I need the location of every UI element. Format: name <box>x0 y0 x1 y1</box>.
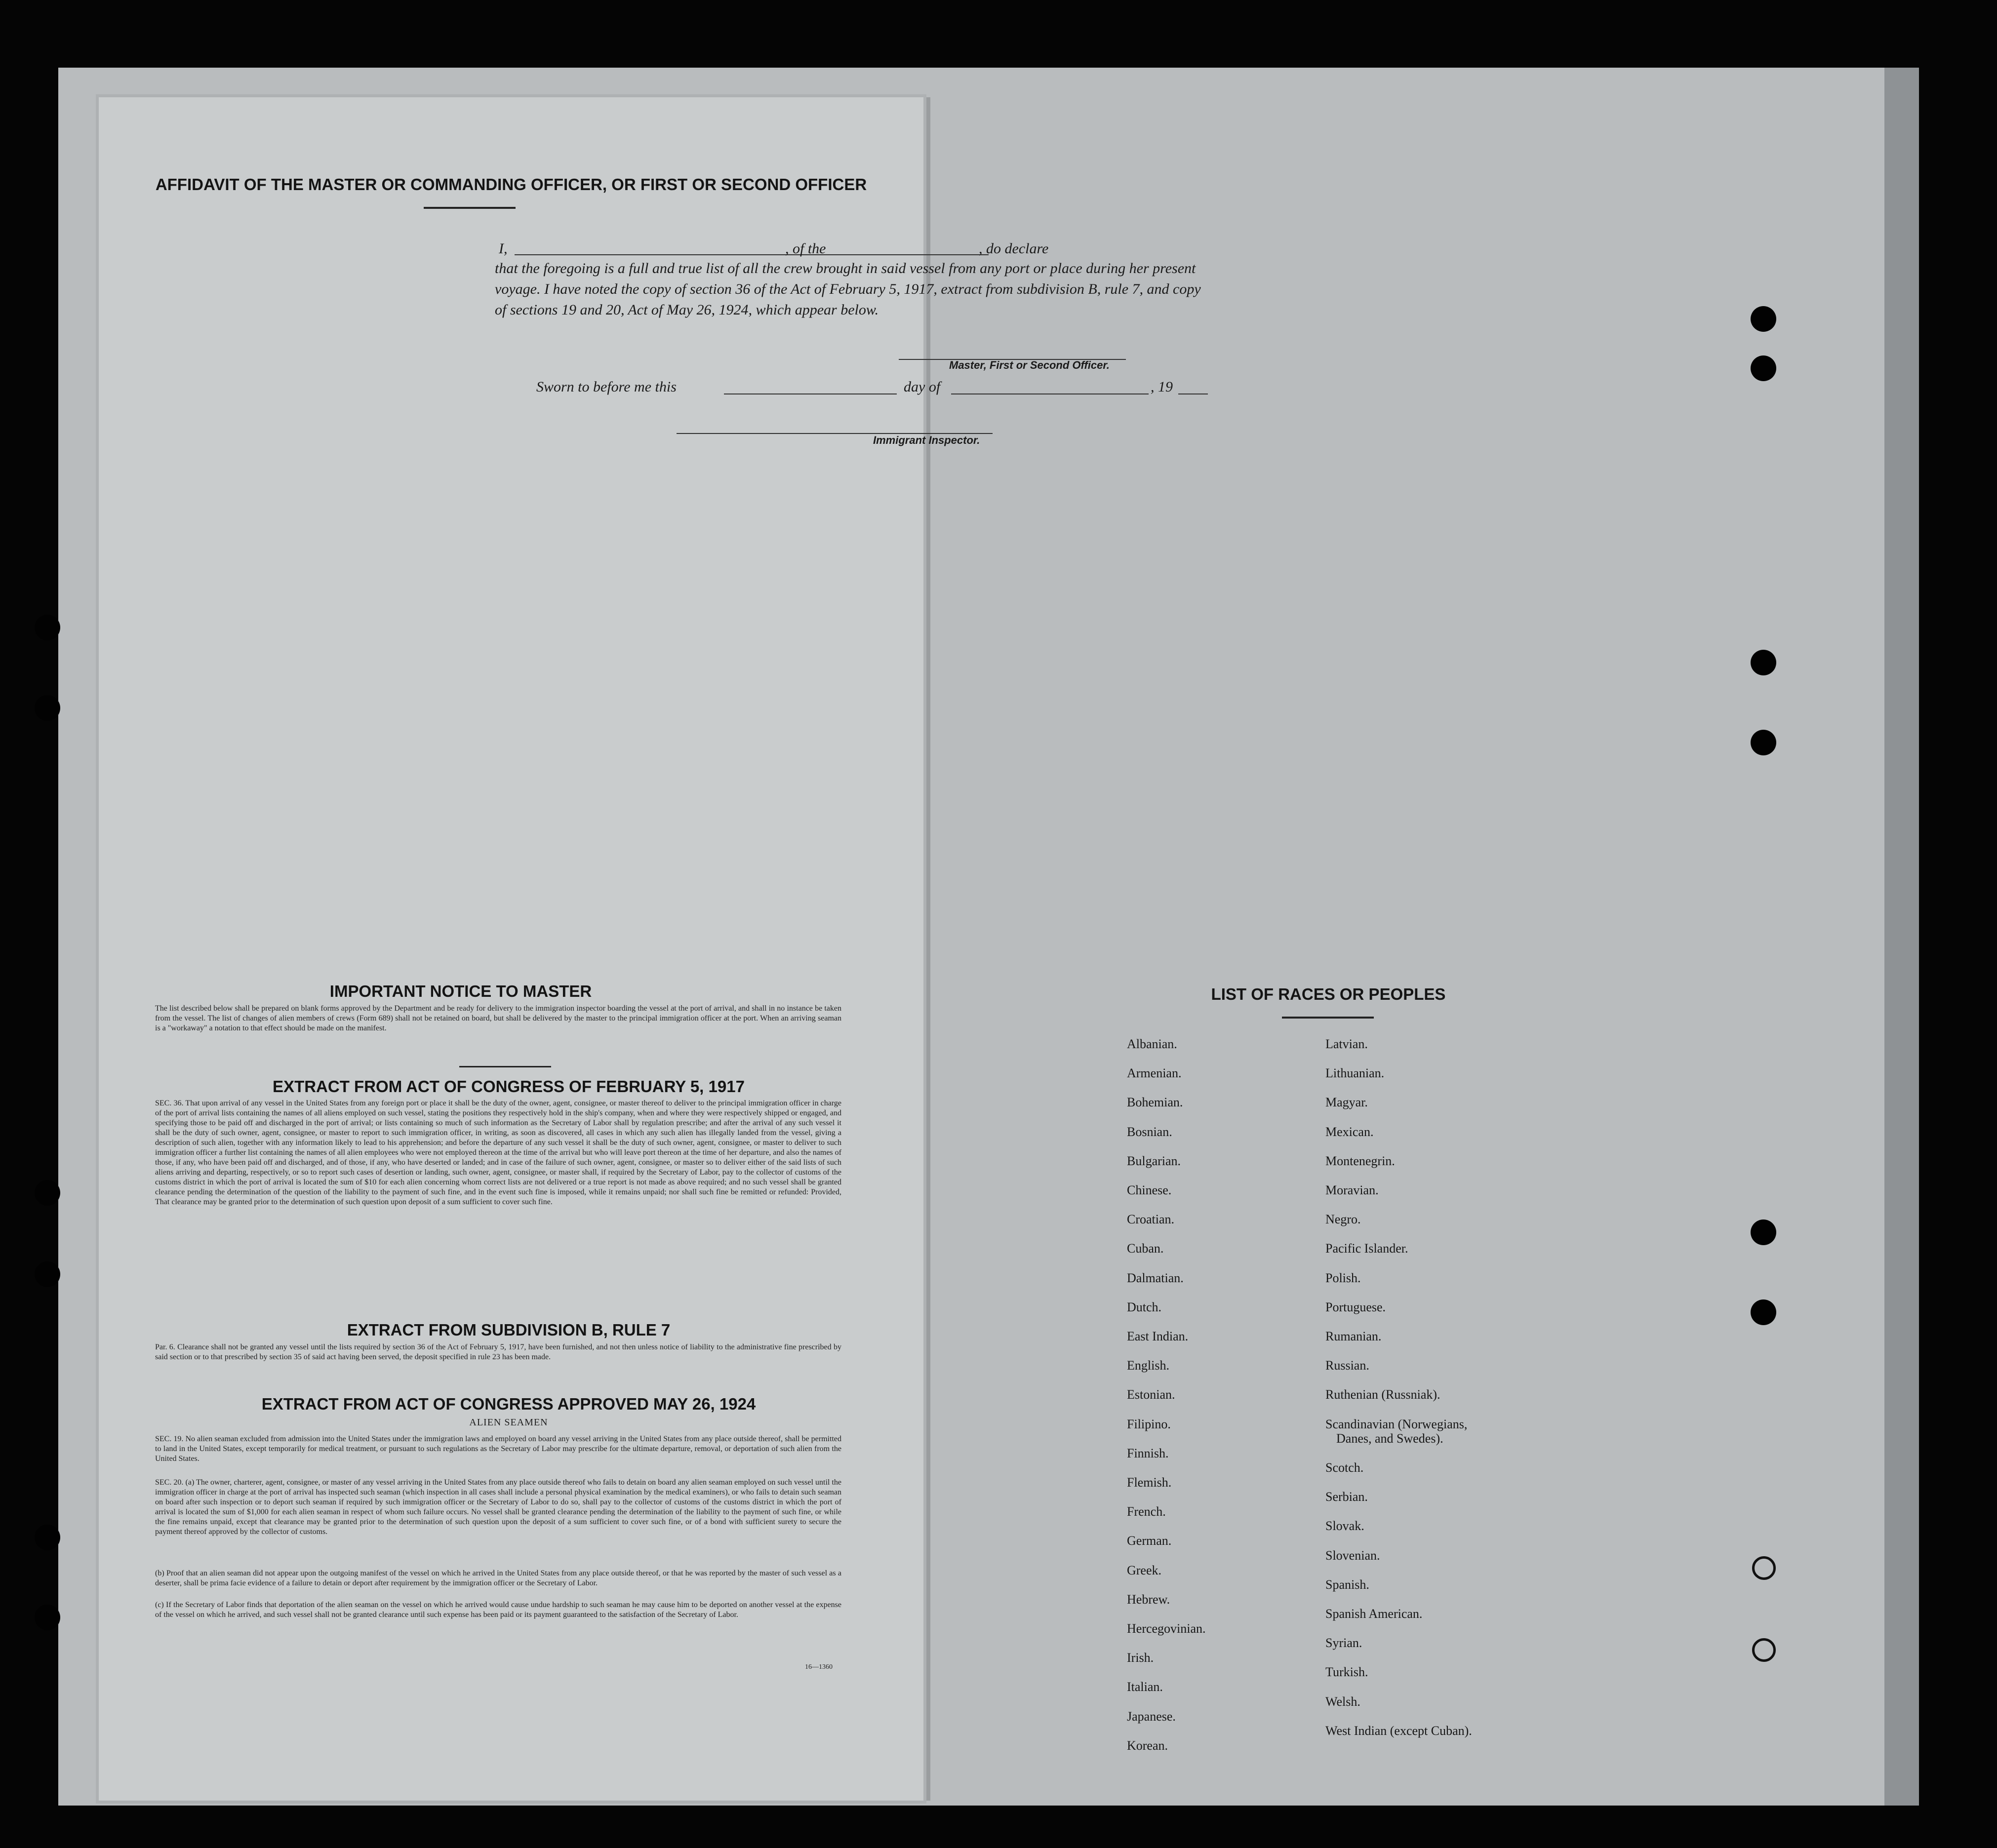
extract-1924-subtitle: ALIEN SEAMEN <box>469 1417 548 1428</box>
inspector-caption: Immigrant Inspector. <box>873 434 980 446</box>
race-item: Latvian. <box>1325 1037 1368 1051</box>
race-item: English. <box>1127 1358 1169 1373</box>
extract-1924-sec19: SEC. 19. No alien seaman excluded from admission into the United States under the immigration laws and employed on board any vessel arriving in the United States from any place outside thereof, shall be permitted to land in the United States, except temporarily for medical treatment, or pursuant to such regulations as the Secretary of Labor may prescribe for the ultimate departure, removal, or deportation of such alien from the United States. <box>155 1435 841 1463</box>
race-item: Bohemian. <box>1127 1095 1183 1110</box>
punch-hole <box>35 1525 60 1550</box>
of-the-label: , of the <box>785 240 826 257</box>
affidavit-form-page <box>99 97 1472 1801</box>
race-item: Cuban. <box>1127 1241 1164 1256</box>
race-item: Japanese. <box>1127 1709 1176 1724</box>
punch-hole <box>1751 355 1776 381</box>
extract-1917-title: EXTRACT FROM ACT OF CONGRESS OF FEBRUARY 5, 1917 <box>273 1077 745 1096</box>
race-item: Turkish. <box>1325 1665 1368 1680</box>
race-item: German. <box>1127 1533 1172 1548</box>
race-item: Polish. <box>1325 1270 1361 1285</box>
signature-line[interactable] <box>899 349 1126 360</box>
affidavit-text-line-3: of sections 19 and 20, Act of May 26, 1924, which appear below. <box>495 302 879 318</box>
races-divider <box>1282 1017 1374 1019</box>
notice-body: The list described below shall be prepared on blank forms approved by the Department and be ready for delivery to the immigration inspector boarding the vessel at the port of arrival, and shall in no instance be taken from the vessel. The list of changes of alien members of crews (Form 689) shall not be retained on board, but shall be delivered by the master to the principal immigration officer at the port. When an arriving seaman is a "workaway" a notation to that effect should be made on the manifest. <box>155 1004 841 1032</box>
race-item: Estonian. <box>1127 1387 1175 1402</box>
vessel-name-line[interactable] <box>844 241 978 255</box>
race-item: Negro. <box>1325 1212 1361 1227</box>
sworn-day-line[interactable] <box>724 381 897 394</box>
punch-hole <box>35 1261 60 1287</box>
extract-1924-sec20b: (b) Proof that an alien seaman did not appear upon the outgoing manifest of the vessel on which he arrived in the United States from any place outside thereof, or that he was reported by the master of such vessel as a deserter, shall be prima facie evidence of a failure to detain or deport after requirement by the immigration officer or the Secretary of Labor. <box>155 1569 841 1587</box>
punch-hole <box>1751 1299 1776 1325</box>
sworn-year-line[interactable] <box>1178 381 1208 394</box>
extract-1924-sec20c: (c) If the Secretary of Labor finds that deportation of the alien seaman on the vessel on which he arrived would cause undue hardship to such seaman he may cause him to be deported on another vessel at the expense of the vessel on which he arrived, and such vessel shall not be granted clearance until such expense has been paid or its payment guaranteed to the satisfaction of the Secretary of Labor. <box>155 1601 841 1619</box>
form-number: 16—1360 <box>805 1663 833 1671</box>
notice-divider <box>459 1066 551 1067</box>
punch-hole-outline <box>1752 1638 1776 1662</box>
race-item: Hercegovinian. <box>1127 1621 1206 1636</box>
sworn-label: Sworn to before me this <box>536 379 677 395</box>
notice-title: IMPORTANT NOTICE TO MASTER <box>329 982 592 1000</box>
sworn-line <box>536 379 1173 398</box>
year-prefix-label: , 19 <box>1151 379 1173 395</box>
subdivision-b-body: Par. 6. Clearance shall not be granted any vessel until the lists required by section 36 of the Act of February 5, 1917, have been furnished, and not then unless notice of liability to the administrative fine prescribed by said section or to that prescribed by section 35 of said act having been served, the deposit specified in rule 23 has been made. <box>155 1343 841 1361</box>
affidavit-first-line <box>499 237 1048 257</box>
race-item: Irish. <box>1127 1651 1154 1665</box>
race-item: Hebrew. <box>1127 1592 1170 1607</box>
affidavit-title: AFFIDAVIT OF THE MASTER OR COMMANDING OFFICER, OR FIRST OR SECOND OFFICER <box>155 175 867 194</box>
signature-caption: Master, First or Second Officer. <box>949 359 1110 371</box>
race-item: Mexican. <box>1325 1124 1374 1139</box>
race-item: Dutch. <box>1127 1299 1162 1314</box>
race-item: Ruthenian (Russniak). <box>1325 1387 1440 1402</box>
extract-1924-title: EXTRACT FROM ACT OF CONGRESS APPROVED MAY 26, 1924 <box>261 1395 756 1413</box>
races-title: LIST OF RACES OR PEOPLES <box>1211 985 1446 1003</box>
races-list-right <box>1325 1029 1472 1745</box>
sheet-right-edge <box>1884 68 1919 1806</box>
race-item: Scandinavian (Norwegians, <box>1325 1416 1468 1431</box>
inspector-signature-line[interactable] <box>677 423 993 434</box>
race-item: Rumanian. <box>1325 1329 1382 1344</box>
punch-hole-outline <box>1752 1556 1776 1580</box>
race-item: Spanish American. <box>1325 1607 1423 1621</box>
race-item: Finnish. <box>1127 1446 1169 1460</box>
race-item: Portuguese. <box>1325 1299 1386 1314</box>
race-item: Dalmatian. <box>1127 1270 1184 1285</box>
race-item: French. <box>1127 1504 1166 1519</box>
race-item: Serbian. <box>1325 1490 1368 1504</box>
sworn-month-line[interactable] <box>951 381 1149 394</box>
day-of-label: day of <box>904 379 941 395</box>
race-item: Albanian. <box>1127 1037 1177 1051</box>
race-item: Scotch. <box>1325 1460 1364 1475</box>
punch-hole <box>35 695 60 721</box>
race-item: Croatian. <box>1127 1212 1175 1227</box>
race-item: Magyar. <box>1325 1095 1368 1110</box>
punch-hole <box>1751 1219 1776 1245</box>
title-underline <box>424 207 516 209</box>
race-item: East Indian. <box>1127 1329 1189 1344</box>
race-item: Slovenian. <box>1325 1548 1380 1563</box>
race-item: Spanish. <box>1325 1577 1369 1592</box>
subdivision-b-title: EXTRACT FROM SUBDIVISION B, RULE 7 <box>347 1321 671 1339</box>
affidavit-text-line-2: voyage. I have noted the copy of section 36 of the Act of February 5, 1917, extract from subdivision B, rule 7, and copy <box>495 281 1201 297</box>
races-list-left <box>1127 1029 1206 1760</box>
race-item: Moravian. <box>1325 1183 1379 1198</box>
race-item: West Indian (except Cuban). <box>1325 1723 1472 1738</box>
race-item: Armenian. <box>1127 1066 1182 1081</box>
race-item: Bulgarian. <box>1127 1153 1181 1168</box>
do-declare-label: , do declare <box>979 240 1049 257</box>
race-item: Greek. <box>1127 1563 1162 1577</box>
officer-name-line[interactable] <box>515 241 781 255</box>
race-item: Filipino. <box>1127 1416 1171 1431</box>
punch-hole <box>35 1605 60 1630</box>
race-item: Italian. <box>1127 1680 1163 1694</box>
punch-hole <box>35 615 60 640</box>
race-item: Syrian. <box>1325 1636 1362 1651</box>
affidavit-text-line-1: that the foregoing is a full and true list of all the crew brought in said vessel from any port or place during her present <box>495 260 1196 276</box>
punch-hole <box>1751 306 1776 332</box>
punch-hole <box>1751 730 1776 755</box>
race-item: Bosnian. <box>1127 1124 1172 1139</box>
extract-1924-sec20a: SEC. 20. (a) The owner, charterer, agent, consignee, or master of any vessel arriving in the United States from any place outside thereof who fails to detain on board any alien seaman employed on such vessel until the immigration officer in charge at the port of arrival has inspected such seaman (which inspection in all cases shall include a personal physical examination by the medical examiners), or who fails to detain such seaman on board after such inspection or to deport such seaman if required by such immigration officer or the Secretary of Labor to do so, shall pay to the collector of customs of the customs district in which the port of arrival is located the sum of $1,000 for each alien seaman in respect of whom such failure occurs. No vessel shall be granted clearance pending the determination of the liability to the payment of such fine, or while the fine remains unpaid, except that clearance may be granted prior to the determination of such question upon the deposit of a sum sufficient to cover such fine, or of a bond with sufficient surety to secure the payment thereof approved by the collector of customs. <box>155 1478 841 1536</box>
race-item: Montenegrin. <box>1325 1153 1395 1168</box>
race-item: Flemish. <box>1127 1475 1172 1490</box>
race-item: Welsh. <box>1325 1694 1360 1709</box>
race-item: Lithuanian. <box>1325 1066 1385 1081</box>
punch-hole <box>35 1180 60 1206</box>
extract-1917-body: SEC. 36. That upon arrival of any vessel in the United States from any foreign port or place it shall be the duty of the owner, agent, consignee, or master thereof to deliver to the principal immigration officer in charge of the port of arrival lists containing the names of all aliens employed on such vessel, stating the positions they respectively hold in the ship's company, when and where they were respectively shipped or engaged, and specifying those to be paid off and discharged in the port of arrival; or lists containing so much of such information as the Secretary of Labor shall by regulation prescribe; and after the arrival of any such vessel it shall be the duty of such owner, agent, consignee, or master to report to such immigration officer, in writing, as soon as discovered, all cases in which any such alien has illegally landed from the vessel, giving a description of such alien, together with any information likely to lead to his apprehension; and before the departure of any such vessel it shall be the duty of such owner, agent, consignee, or master to deliver to such immigration officer a further list containing the names of all alien employees who were not employed thereon at the time of the arrival but who will leave port thereon at the time of her departure, and also the names of those, if any, who have been paid off and discharged, and of those, if any, who have deserted or landed; and in case of the failure of such owner, agent, consignee, or master so to deliver either of the said lists of such aliens arriving and departing, respectively, or so to report such cases of desertion or landing, such owner, agent, consignee, or master shall, if required by the Secretary of Labor, pay to the collector of customs of the customs district in which the port of arrival is located the sum of $10 for each alien concerning whom correct lists are not delivered or a true report is not made as above required; and no such vessel shall be granted clearance pending the determination of the question of the liability to the payment of such fine, and in the event such fine is imposed, while it remains unpaid; nor shall such fine be remitted or refunded: Provided, That clearance may be granted prior to the determination of such question upon deposit of a sum sufficient to cover such fine. <box>155 1099 841 1206</box>
race-item: Slovak. <box>1325 1519 1364 1533</box>
race-item: Russian. <box>1325 1358 1369 1373</box>
race-item: Korean. <box>1127 1738 1168 1753</box>
punch-hole <box>1751 650 1776 675</box>
race-item: Pacific Islander. <box>1325 1241 1408 1256</box>
race-item: Chinese. <box>1127 1183 1172 1198</box>
race-item: Danes, and Swedes). <box>1336 1431 1443 1446</box>
affidavit-i-label: I, <box>499 240 508 257</box>
